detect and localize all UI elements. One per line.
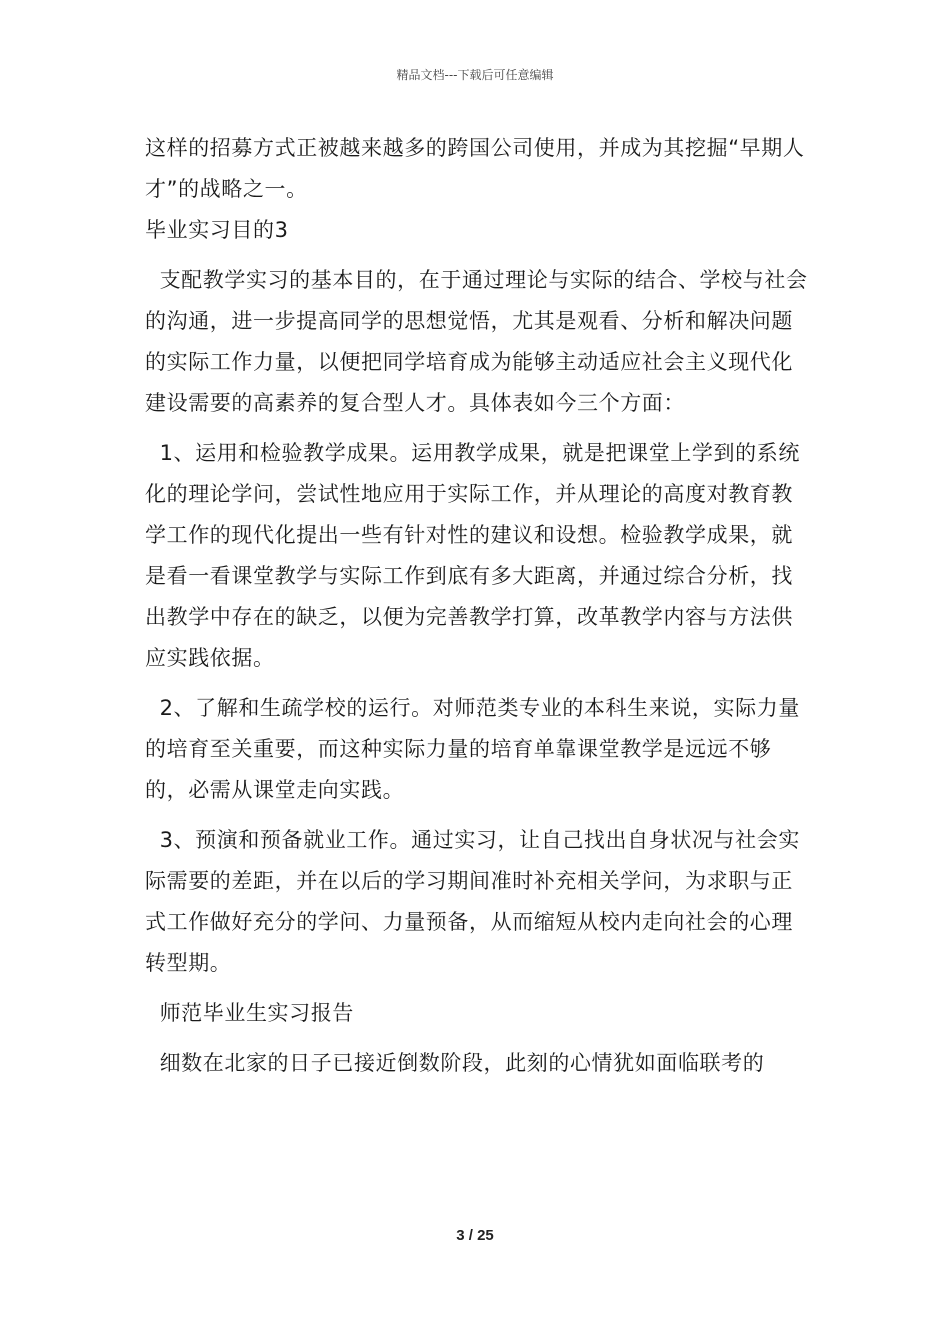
section-heading: 毕业实习目的3 [145, 218, 289, 242]
document-body [145, 128, 810, 1084]
paragraph: 2、了解和生疏学校的运行。对师范类专业的本科生来说，实际力量的培育至关重要，而这种实际力量的培育单靠课堂教学是远远不够的，必需从课堂走向实践。 [145, 696, 800, 802]
paragraph: 3、预演和预备就业工作。通过实习，让自己找出自身状况与社会实际需要的差距，并在以后的学习期间准时补充相关学问，为求职与正式工作做好充分的学问、力量预备，从而缩短从校内走向社会的心理转型期。 [145, 828, 800, 975]
paragraph: 这样的招募方式正被越来越多的跨国公司使用，并成为其挖掘“早期人才”的战略之一。 [145, 136, 805, 201]
section-heading: 师范毕业生实习报告 [145, 1001, 354, 1025]
paragraph: 支配教学实习的基本目的，在于通过理论与实际的结合、学校与社会的沟通，进一步提高同学的思想觉悟，尤其是观看、分析和解决问题的实际工作力量，以便把同学培育成为能够主动适应社会主义现代化建设需要的高素养的复合型人才。具体表如今三个方面： [145, 268, 808, 415]
page-header: 精品文档---下载后可任意编辑 [396, 68, 554, 82]
page-number: 3 / 25 [456, 1227, 494, 1244]
paragraph: 细数在北家的日子已接近倒数阶段，此刻的心情犹如面临联考的 [145, 1051, 765, 1075]
paragraph: 1、运用和检验教学成果。运用教学成果，就是把课堂上学到的系统化的理论学问，尝试性地应用于实际工作，并从理论的高度对教育教学工作的现代化提出一些有针对性的建议和设想。检验教学成果，就是看一看课堂教学与实际工作到底有多大距离，并通过综合分析，找出教学中存在的缺乏，以便为完善教学打算，改革教学内容与方法供应实践依据。 [145, 441, 800, 670]
